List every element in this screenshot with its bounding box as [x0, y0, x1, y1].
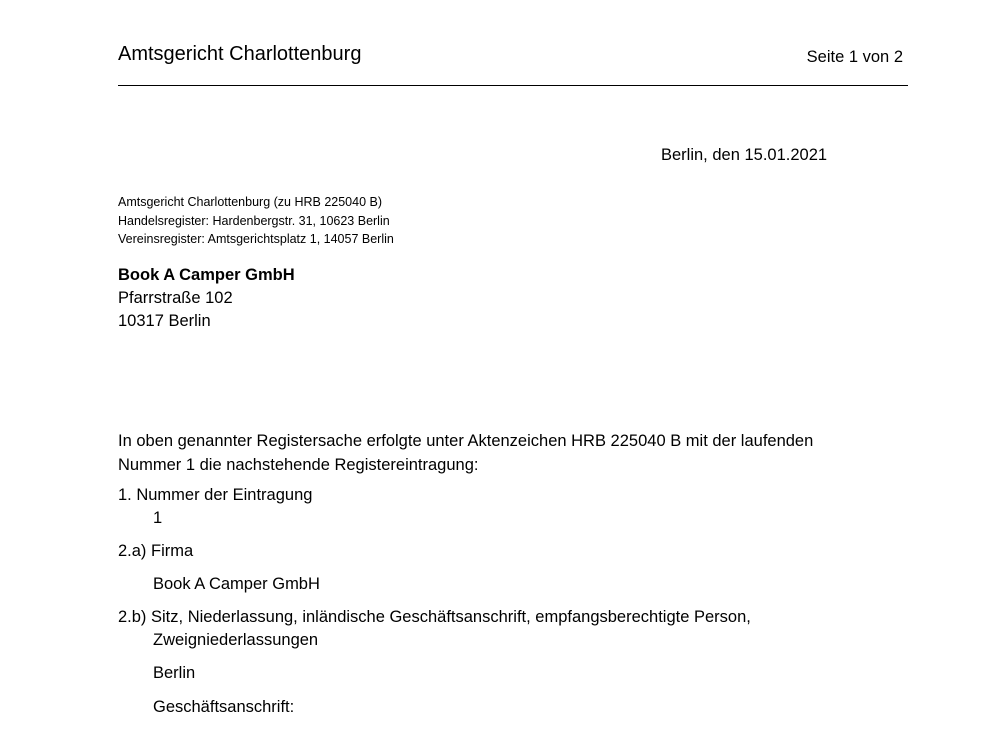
sender-line: Vereinsregister: Amtsgerichtsplatz 1, 14057 Berlin: [118, 232, 394, 247]
seat-label: 2.b) Sitz, Niederlassung, inländische Geschäftsanschrift, empfangsberechtigte Person,: [118, 608, 751, 626]
sender-address-block: [118, 193, 394, 249]
sender-line: Handelsregister: Hardenbergstr. 31, 10623 Berlin: [118, 213, 390, 228]
recipient-address-block: [118, 264, 295, 333]
company-label: 2.a) Firma: [118, 542, 194, 560]
page-indicator: Seite 1 von 2: [806, 48, 903, 66]
court-header-title: Amtsgericht Charlottenburg: [118, 43, 362, 65]
entry-number-label: 1. Nummer der Eintragung: [118, 486, 313, 504]
header-divider: [118, 85, 908, 86]
sender-line: Amtsgericht Charlottenburg (zu HRB 225040 B): [118, 195, 383, 209]
letter-date: Berlin, den 15.01.2021: [661, 146, 828, 164]
recipient-name: Book A Camper GmbH: [118, 266, 295, 284]
intro-paragraph: [118, 430, 813, 477]
seat-value: Berlin: [153, 664, 196, 682]
business-address-label: Geschäftsanschrift:: [153, 698, 295, 716]
recipient-street: Pfarrstraße 102: [118, 289, 233, 307]
entry-number-value: 1: [153, 509, 163, 527]
intro-line: In oben genannter Registersache erfolgte unter Aktenzeichen HRB 225040 B mit der laufenden: [118, 432, 814, 450]
intro-line: Nummer 1 die nachstehende Registereintragung:: [118, 455, 479, 474]
company-value: Book A Camper GmbH: [153, 575, 320, 593]
seat-label-continued: Zweigniederlassungen: [153, 631, 319, 649]
recipient-city: 10317 Berlin: [118, 312, 211, 330]
